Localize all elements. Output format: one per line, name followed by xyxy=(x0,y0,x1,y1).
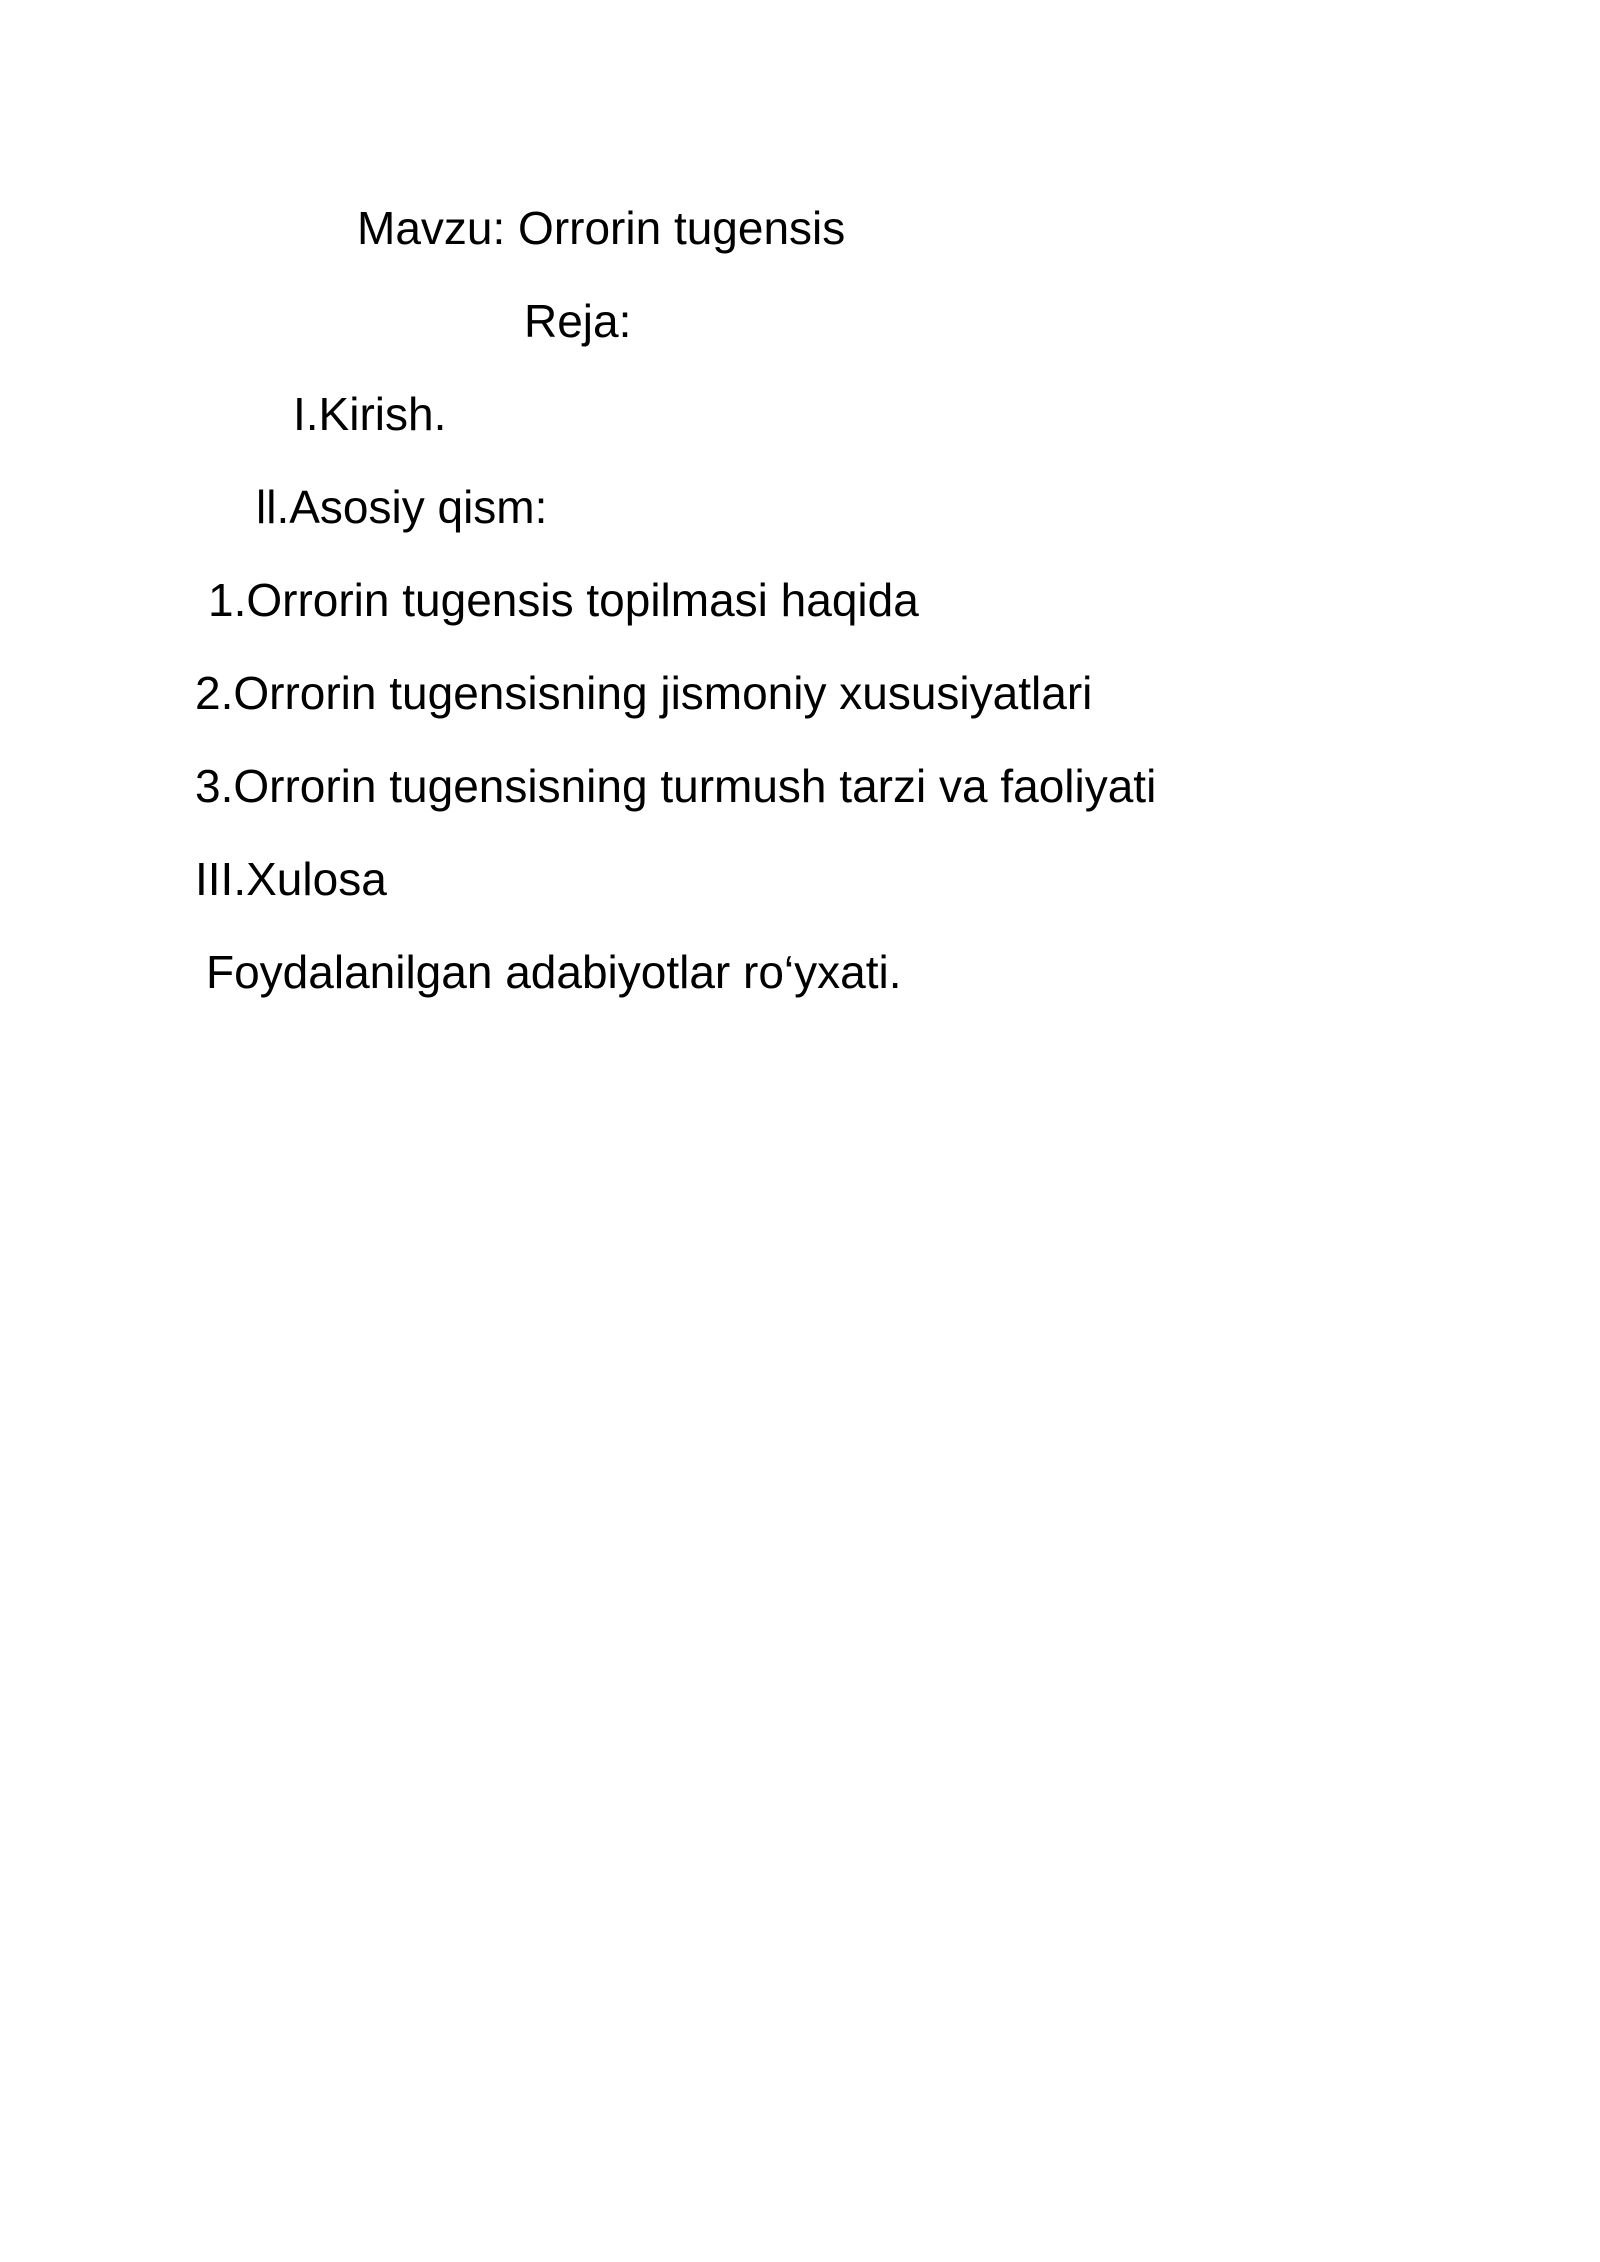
plan-item-conclusion: III.Xulosa xyxy=(195,853,387,905)
plan-subitem-3: 3.Orrorin tugensisning turmush tarzi va faoliyati xyxy=(195,760,1157,812)
plan-subitem-2: 2.Orrorin tugensisning jismoniy xususiyatlari xyxy=(195,667,1093,719)
plan-heading: Reja: xyxy=(524,295,632,347)
plan-item-introduction: I.Kirish. xyxy=(293,388,447,440)
plan-item-references: Foydalanilgan adabiyotlar ro‘yxati. xyxy=(206,946,902,998)
document-title: Mavzu: Orrorin tugensis xyxy=(357,202,846,254)
plan-item-main-part: ll.Asosiy qism: xyxy=(256,481,548,533)
plan-subitem-1: 1.Orrorin tugensis topilmasi haqida xyxy=(208,574,919,626)
